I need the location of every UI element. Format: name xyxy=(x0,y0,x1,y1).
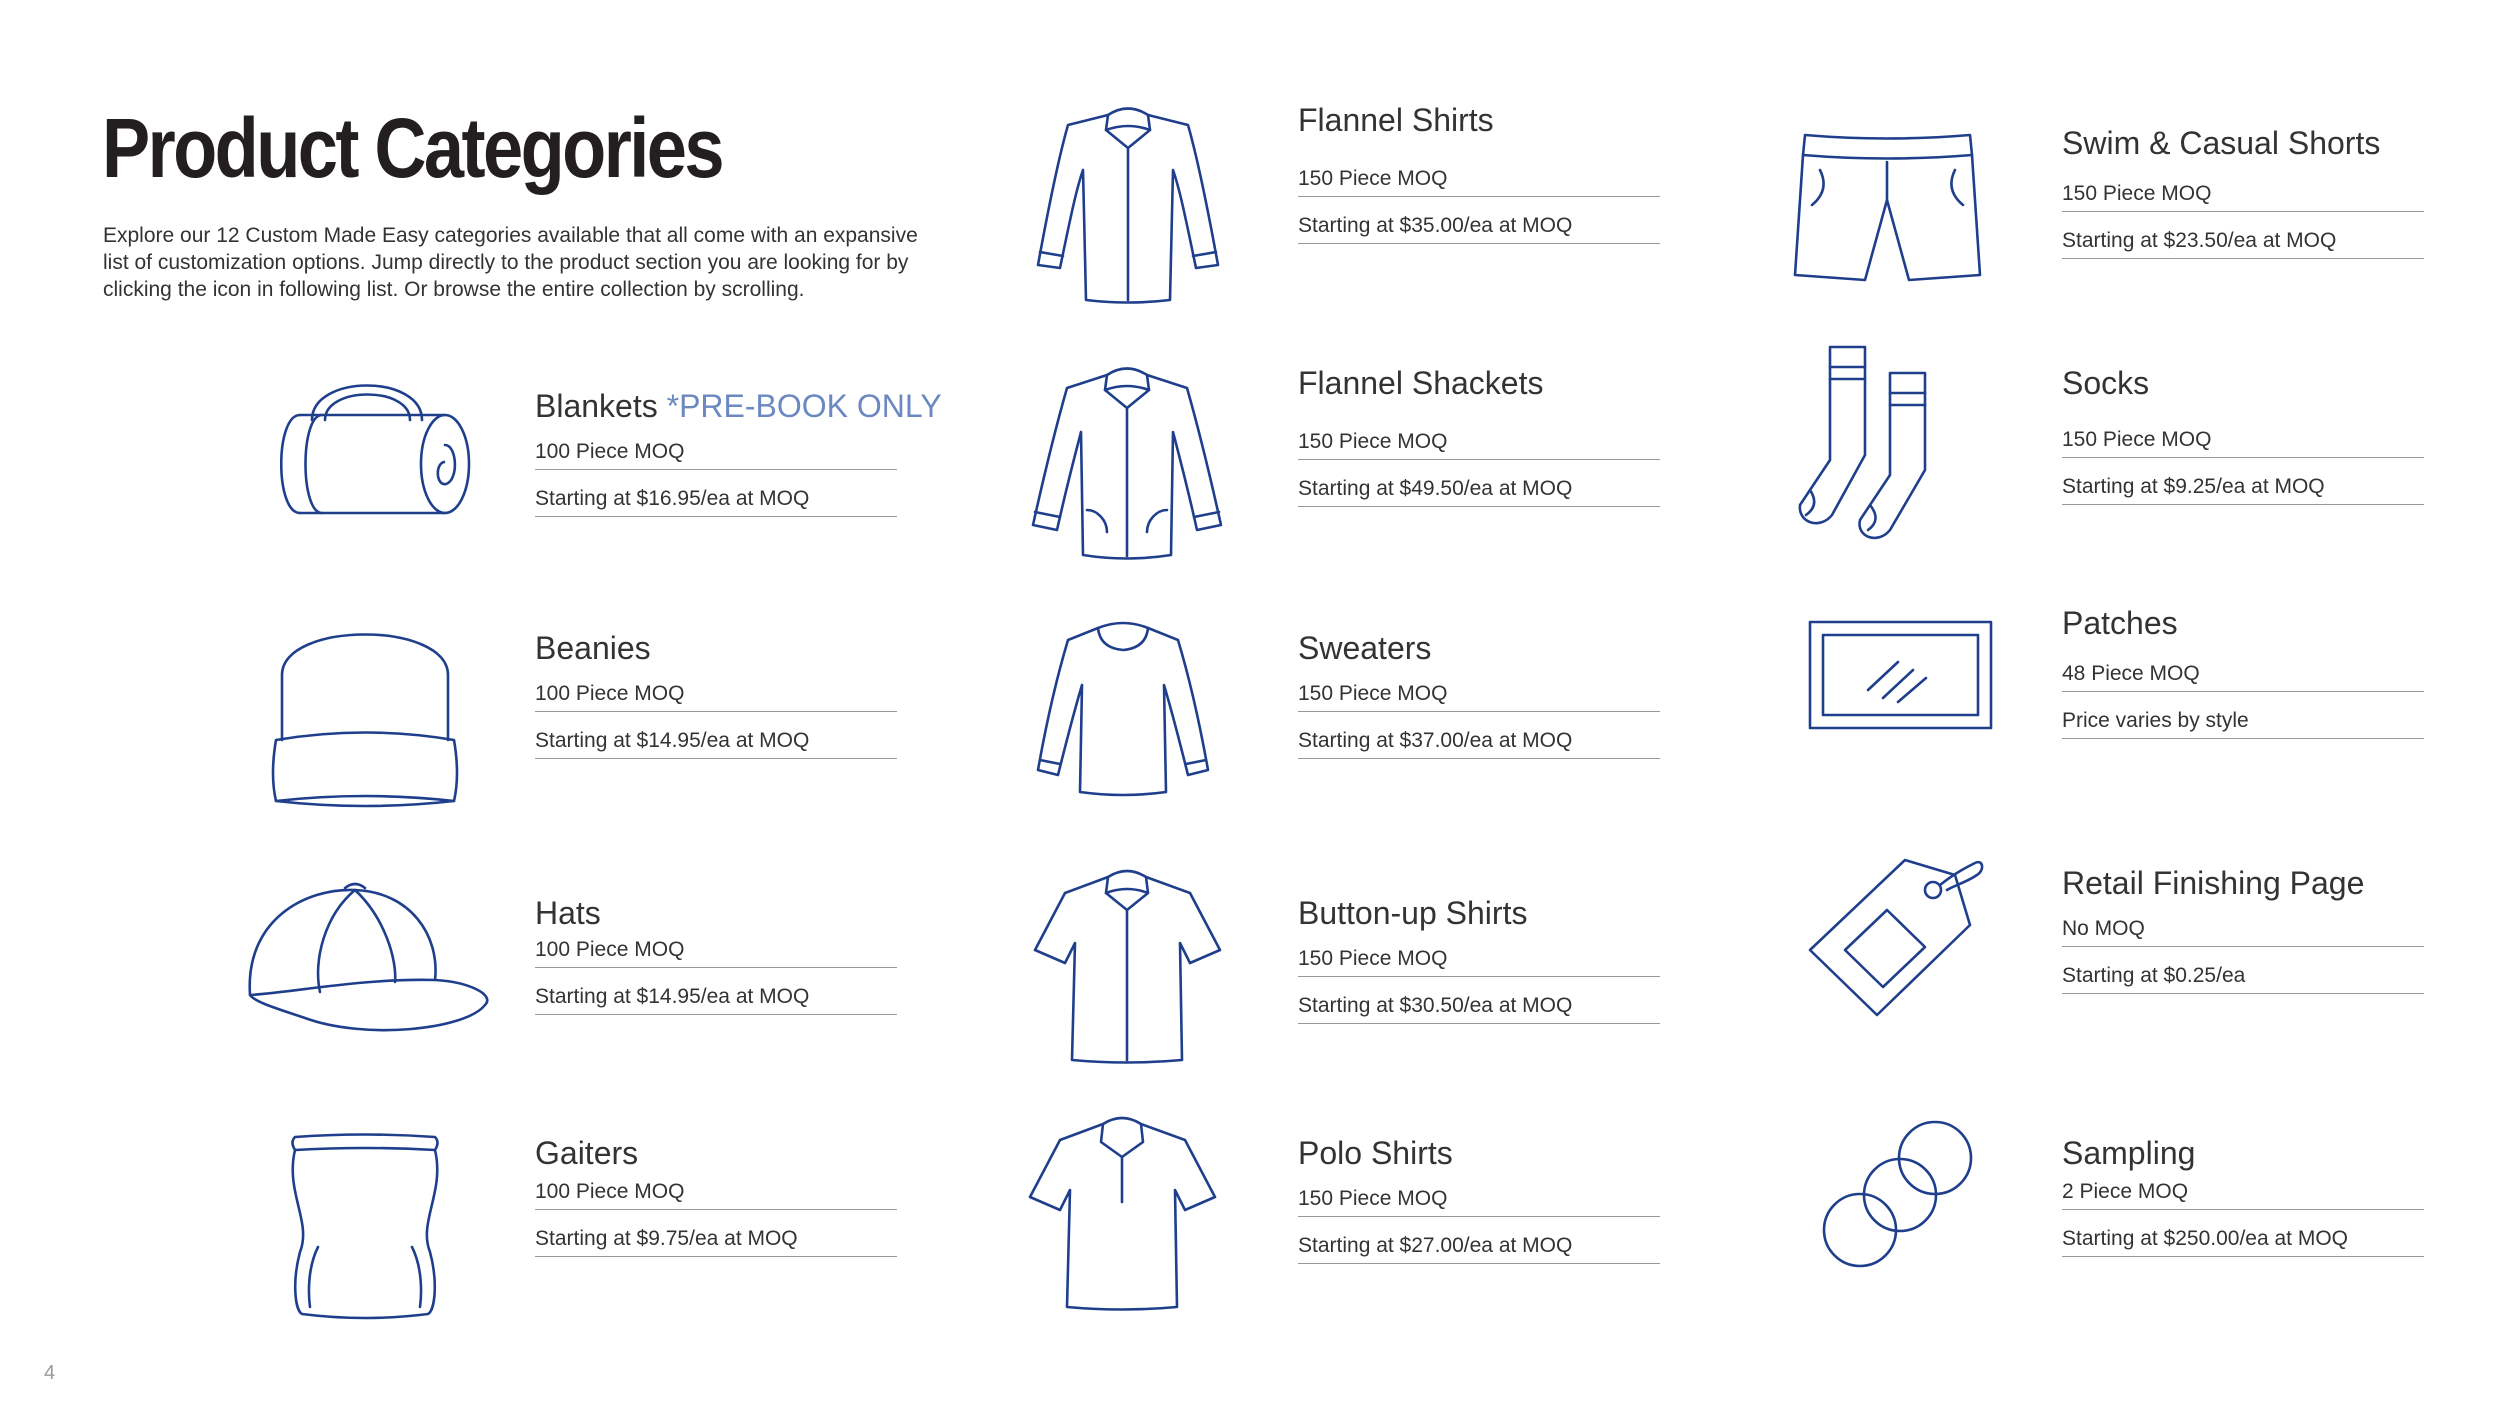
category-hats[interactable] xyxy=(535,895,897,1015)
hat-icon[interactable] xyxy=(245,880,490,1035)
category-name: Hats xyxy=(535,895,601,931)
category-flannel-shirts[interactable] xyxy=(1298,102,1660,244)
price-text: Starting at $27.00/ea at MOQ xyxy=(1298,1233,1660,1264)
gaiter-icon[interactable] xyxy=(290,1132,440,1322)
price-text: Starting at $30.50/ea at MOQ xyxy=(1298,993,1660,1024)
price-text: Starting at $250.00/ea at MOQ xyxy=(2062,1226,2424,1257)
price-text: Starting at $16.95/ea at MOQ xyxy=(535,486,897,517)
moq-text: 150 Piece MOQ xyxy=(2062,427,2424,458)
category-name: Sampling xyxy=(2062,1135,2196,1171)
moq-text: No MOQ xyxy=(2062,916,2424,947)
category-name: Swim & Casual Shorts xyxy=(2062,125,2381,161)
price-text: Starting at $9.25/ea at MOQ xyxy=(2062,474,2424,505)
button-up-shirt-icon[interactable] xyxy=(1030,865,1225,1065)
category-name: Flannel Shackets xyxy=(1298,365,1544,401)
category-button-up-shirts[interactable] xyxy=(1298,895,1660,1024)
category-name: Polo Shirts xyxy=(1298,1135,1453,1171)
category-sweaters[interactable] xyxy=(1298,630,1660,759)
category-retail-finishing-page[interactable] xyxy=(2062,865,2424,994)
price-text: Starting at $0.25/ea xyxy=(2062,963,2424,994)
price-text: Starting at $49.50/ea at MOQ xyxy=(1298,476,1660,507)
moq-text: 100 Piece MOQ xyxy=(535,1179,897,1210)
category-polo-shirts[interactable] xyxy=(1298,1135,1660,1264)
moq-text: 150 Piece MOQ xyxy=(1298,1186,1660,1217)
flannel-shirt-icon[interactable] xyxy=(1018,100,1238,300)
price-text: Starting at $14.95/ea at MOQ xyxy=(535,984,897,1015)
category-socks[interactable] xyxy=(2062,365,2424,505)
category-sampling[interactable] xyxy=(2062,1135,2424,1257)
moq-text: 100 Piece MOQ xyxy=(535,937,897,968)
polo-shirt-icon[interactable] xyxy=(1025,1112,1220,1312)
category-name: Patches xyxy=(2062,605,2178,641)
moq-text: 150 Piece MOQ xyxy=(1298,681,1660,712)
category-name: Sweaters xyxy=(1298,630,1432,666)
shorts-icon[interactable] xyxy=(1790,130,1985,285)
price-text: Starting at $35.00/ea at MOQ xyxy=(1298,213,1660,244)
price-text: Starting at $14.95/ea at MOQ xyxy=(535,728,897,759)
moq-text: 100 Piece MOQ xyxy=(535,439,897,470)
page-title: Product Categories xyxy=(102,101,722,195)
blanket-icon[interactable] xyxy=(270,380,475,520)
moq-text: 150 Piece MOQ xyxy=(1298,429,1660,460)
hang-tag-icon[interactable] xyxy=(1805,855,1985,1015)
sampling-icon[interactable] xyxy=(1800,1120,1975,1270)
sweater-icon[interactable] xyxy=(1018,620,1228,800)
category-name: Beanies xyxy=(535,630,651,666)
page-number: 4 xyxy=(44,1362,56,1384)
moq-text: 150 Piece MOQ xyxy=(1298,946,1660,977)
price-text: Starting at $23.50/ea at MOQ xyxy=(2062,228,2424,259)
price-text: Starting at $9.75/ea at MOQ xyxy=(535,1226,897,1257)
beanie-icon[interactable] xyxy=(270,635,460,815)
category-patches[interactable] xyxy=(2062,605,2424,739)
moq-text: 2 Piece MOQ xyxy=(2062,1179,2424,1210)
moq-text: 100 Piece MOQ xyxy=(535,681,897,712)
shacket-icon[interactable] xyxy=(1015,360,1240,560)
intro-paragraph: Explore our 12 Custom Made Easy categories available that all come with an expansive list of customization options. Jump directly to the product section you are looking for by clicking the icon in following list. Or browse the entire collection by scrolling. xyxy=(103,224,918,301)
category-name: Flannel Shirts xyxy=(1298,102,1494,138)
moq-text: 48 Piece MOQ xyxy=(2062,661,2424,692)
category-name: Blankets *PRE-BOOK ONLY xyxy=(535,388,942,424)
category-beanies[interactable] xyxy=(535,630,897,759)
category-blankets[interactable] xyxy=(535,388,942,517)
category-name: Gaiters xyxy=(535,1135,639,1171)
category-name: Retail Finishing Page xyxy=(2062,865,2365,901)
category-gaiters[interactable] xyxy=(535,1135,897,1257)
price-text: Price varies by style xyxy=(2062,708,2424,739)
socks-icon[interactable] xyxy=(1790,345,1955,545)
moq-text: 150 Piece MOQ xyxy=(2062,181,2424,212)
category-name: Button-up Shirts xyxy=(1298,895,1528,931)
prebook-note: *PRE-BOOK ONLY xyxy=(666,388,942,424)
category-name: Socks xyxy=(2062,365,2150,401)
category-swim-casual-shorts[interactable] xyxy=(2062,125,2424,259)
moq-text: 150 Piece MOQ xyxy=(1298,166,1660,197)
patch-icon[interactable] xyxy=(1808,620,1993,730)
price-text: Starting at $37.00/ea at MOQ xyxy=(1298,728,1660,759)
category-flannel-shackets[interactable] xyxy=(1298,365,1660,507)
